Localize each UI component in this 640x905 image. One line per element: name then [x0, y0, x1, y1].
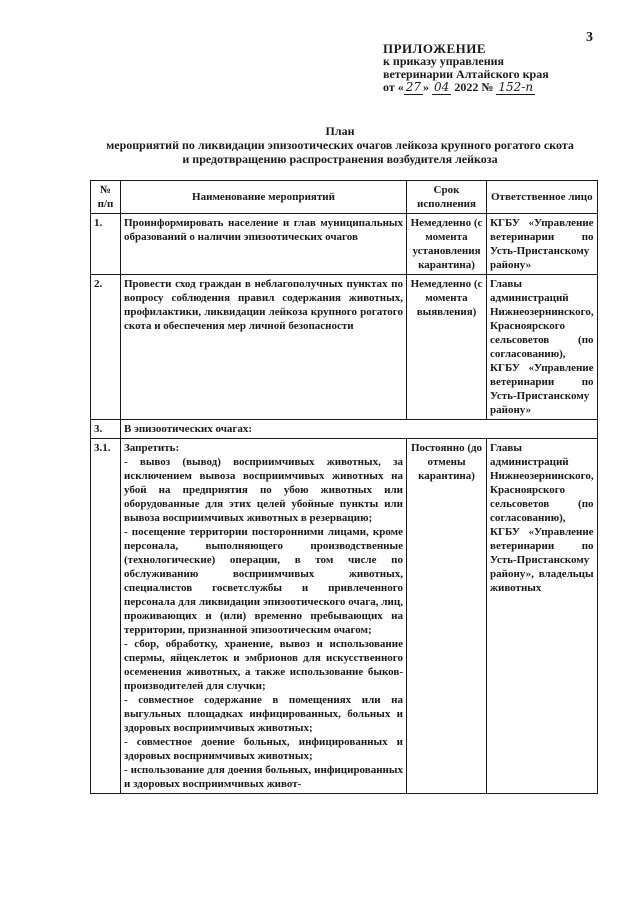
row-2-num: 2. — [91, 275, 121, 420]
table-row — [91, 214, 598, 275]
row-3-1-line: - совместное доение больных, инфицированных и здоровых восприимчивых животных; — [124, 736, 403, 762]
row-3-1-line: - совместное содержание в помещениях или на выгульных площадках инфицированных, больных и здоровых восприимчивых животных; — [124, 694, 403, 734]
date-prefix: от « — [383, 80, 404, 94]
row-3-1-line: - посещение территории посторонними лицами, кроме персонала, выполняющего производственные (технологические) операции, в том числе по обслуживанию восприимчивых животных, специалистов госветслужбы и привлеченного персонала для ликвидации эпизоотического очага, лиц, проживающих и (или) временно пребывающих на территории, признанной эпизоотическим очагом; — [124, 526, 403, 636]
row-3-1-line: - использование для доения больных, инфицированных и здоровых восприимчивых живот- — [124, 764, 403, 790]
row-3-1-line: - вывоз (вывод) восприимчивых животных, за исключением вывоза восприимчивых животных на убой на предприятия по убою животных или оборудованные для этих целей убойные пункты или вывоза восприимчивых животных в резервацию; — [124, 456, 403, 524]
page-number: 3 — [586, 30, 593, 45]
header-term: Срок исполнения — [407, 181, 487, 214]
appendix-line-1: к приказу управления — [383, 54, 505, 68]
handwritten-month: 04 — [434, 80, 450, 94]
table-row — [91, 439, 598, 794]
document-title — [60, 124, 620, 166]
row-3-1-resp: Главы администраций Нижнеозернинского, Красноярского сельсоветов (по согласованию), КГБУ «Управление ветеринарии по Усть-Пристанскому району», владельцы животных — [487, 439, 598, 794]
title-line-3: и предотвращению распространения возбудителя лейкоза — [182, 152, 498, 166]
table-header-row — [91, 181, 598, 214]
row-3-1-line: - сбор, обработку, хранение, вывоз и использование спермы, яйцеклеток и эмбрионов для искусственного осеменения животных, а также использование быков-производителей для случки; — [124, 638, 403, 692]
appendix-date-line — [383, 81, 549, 95]
title-line-1: План — [325, 124, 355, 138]
row-3-1-name — [121, 439, 407, 794]
row-3-1-line: Запретить: — [124, 442, 180, 454]
row-1-name: Проинформировать население и глав муниципальных образований о наличии эпизоотических очагов — [121, 214, 407, 275]
row-2-resp: Главы администраций Нижнеозернинского, Красноярского сельсоветов (по согласованию), КГБУ «Управление ветеринарии по Усть-Пристанскому району» — [487, 275, 598, 420]
header-resp: Ответственное лицо — [487, 181, 598, 214]
appendix-title: ПРИЛОЖЕНИЕ — [383, 41, 487, 56]
appendix-header — [383, 42, 549, 95]
handwritten-order-number: 152-п — [498, 80, 534, 94]
row-1-resp: КГБУ «Управление ветеринарии по Усть-Пристанскому району» — [487, 214, 598, 275]
handwritten-day: 27 — [405, 80, 422, 94]
appendix-line-2: ветеринарии Алтайского края — [383, 67, 549, 81]
row-3-num: 3. — [91, 420, 121, 439]
date-mid: » — [423, 80, 430, 94]
row-2-name: Провести сход граждан в неблагополучных пунктах по вопросу соблюдения правил содержания животных, профилактики, ликвидации лейкоза крупного рогатого скота и обеспечения мер личной безопасности — [121, 275, 407, 420]
row-3-section: В эпизоотических очагах: — [121, 420, 598, 439]
title-line-2: мероприятий по ликвидации эпизоотических очагов лейкоза крупного рогатого скота — [106, 138, 574, 152]
row-3-1-num: 3.1. — [91, 439, 121, 794]
row-3-1-term: Постоянно (до отмены карантина) — [407, 439, 487, 794]
header-name: Наименование мероприятий — [121, 181, 407, 214]
plan-table — [90, 180, 598, 794]
table-row — [91, 275, 598, 420]
header-num: № п/п — [91, 181, 121, 214]
row-1-term: Немедленно (с момента установления карантина) — [407, 214, 487, 275]
table-row — [91, 420, 598, 439]
year-and-number-label: 2022 № — [454, 80, 494, 94]
row-2-term: Немедленно (с момента выявления) — [407, 275, 487, 420]
row-1-num: 1. — [91, 214, 121, 275]
